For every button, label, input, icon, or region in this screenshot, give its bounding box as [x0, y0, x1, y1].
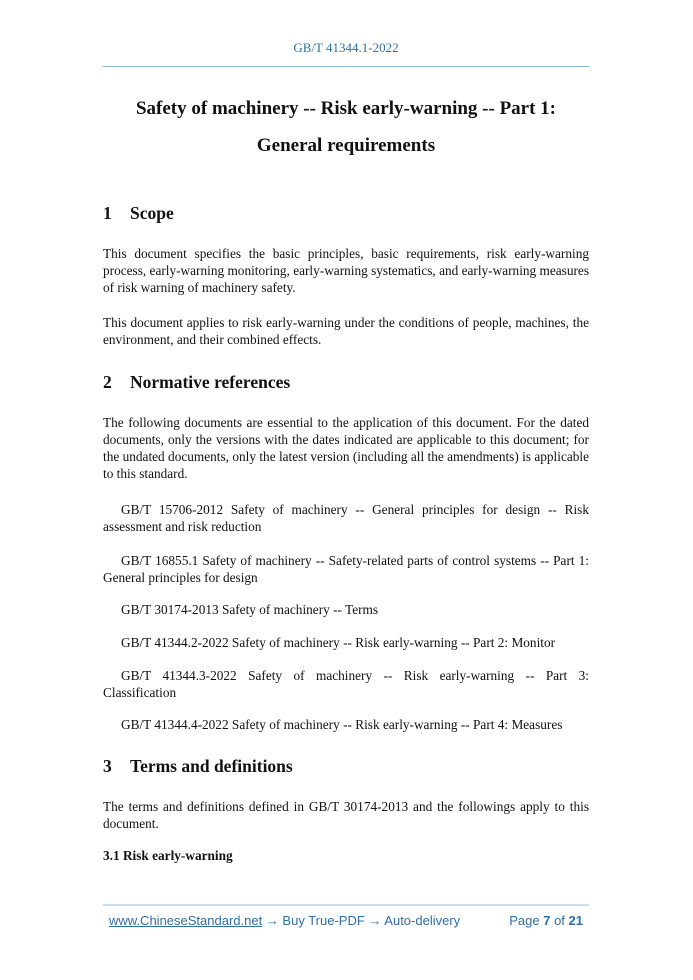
page-label: Page — [509, 913, 540, 928]
page-indicator — [509, 913, 583, 928]
page-of: of — [554, 913, 565, 928]
section-title: Normative references — [130, 372, 291, 392]
section-title: Terms and definitions — [130, 756, 293, 776]
reference-item: GB/T 41344.4-2022 Safety of machinery -- Risk early-warning -- Part 4: Measures — [121, 717, 563, 732]
subsection-heading: 3.1 Risk early-warning — [103, 848, 233, 863]
page-number: 7 — [543, 913, 551, 928]
section-heading-normative-references — [103, 372, 589, 393]
header-doc-id: GB/T 41344.1-2022 — [293, 40, 399, 55]
page-total: 21 — [568, 913, 583, 928]
reference-item: GB/T 30174-2013 Safety of machinery -- Terms — [121, 602, 379, 617]
section-heading-scope — [103, 203, 589, 224]
paragraph: This document specifies the basic principles, basic requirements, risk early-warning process, early-warning monitoring, early-warning systematics, and early-warning measures of risk warning of machinery safety. — [103, 246, 589, 295]
document-title: Safety of machinery -- Risk early-warning -- Part 1: General requirements — [135, 98, 557, 156]
reference-item: GB/T 41344.3-2022 Safety of machinery -- Risk early-warning -- Part 3: Classification — [103, 668, 589, 700]
paragraph: This document applies to risk early-warning under the conditions of people, machines, the environment, and their combined effects. — [103, 315, 589, 347]
paragraph: The terms and definitions defined in GB/T 30174-2013 and the followings apply to this document. — [103, 799, 589, 831]
paragraph: The following documents are essential to the application of this document. For the dated documents, only the versions with the dates indicated are applicable to this document; for the undated documents, only the latest version (including all the amendments) is applicable to this standard. — [103, 415, 589, 481]
section-heading-terms-and-definitions — [103, 756, 589, 777]
section-number: 3 — [103, 756, 112, 776]
footer-tagline: → Buy True-PDF → Auto-delivery — [262, 913, 461, 928]
reference-item: GB/T 16855.1 Safety of machinery -- Safety-related parts of control systems -- Part 1: General principles for design — [103, 553, 589, 585]
section-title: Scope — [130, 203, 174, 223]
footer-divider — [103, 904, 589, 906]
section-number: 1 — [103, 203, 112, 223]
header-divider — [103, 66, 589, 67]
reference-item: GB/T 15706-2012 Safety of machinery -- General principles for design -- Risk assessment and risk reduction — [103, 502, 589, 534]
website-link[interactable]: www.ChineseStandard.net — [109, 913, 263, 928]
section-number: 2 — [103, 372, 112, 392]
reference-item: GB/T 41344.2-2022 Safety of machinery -- Risk early-warning -- Part 2: Monitor — [121, 635, 556, 650]
footer — [109, 913, 589, 928]
